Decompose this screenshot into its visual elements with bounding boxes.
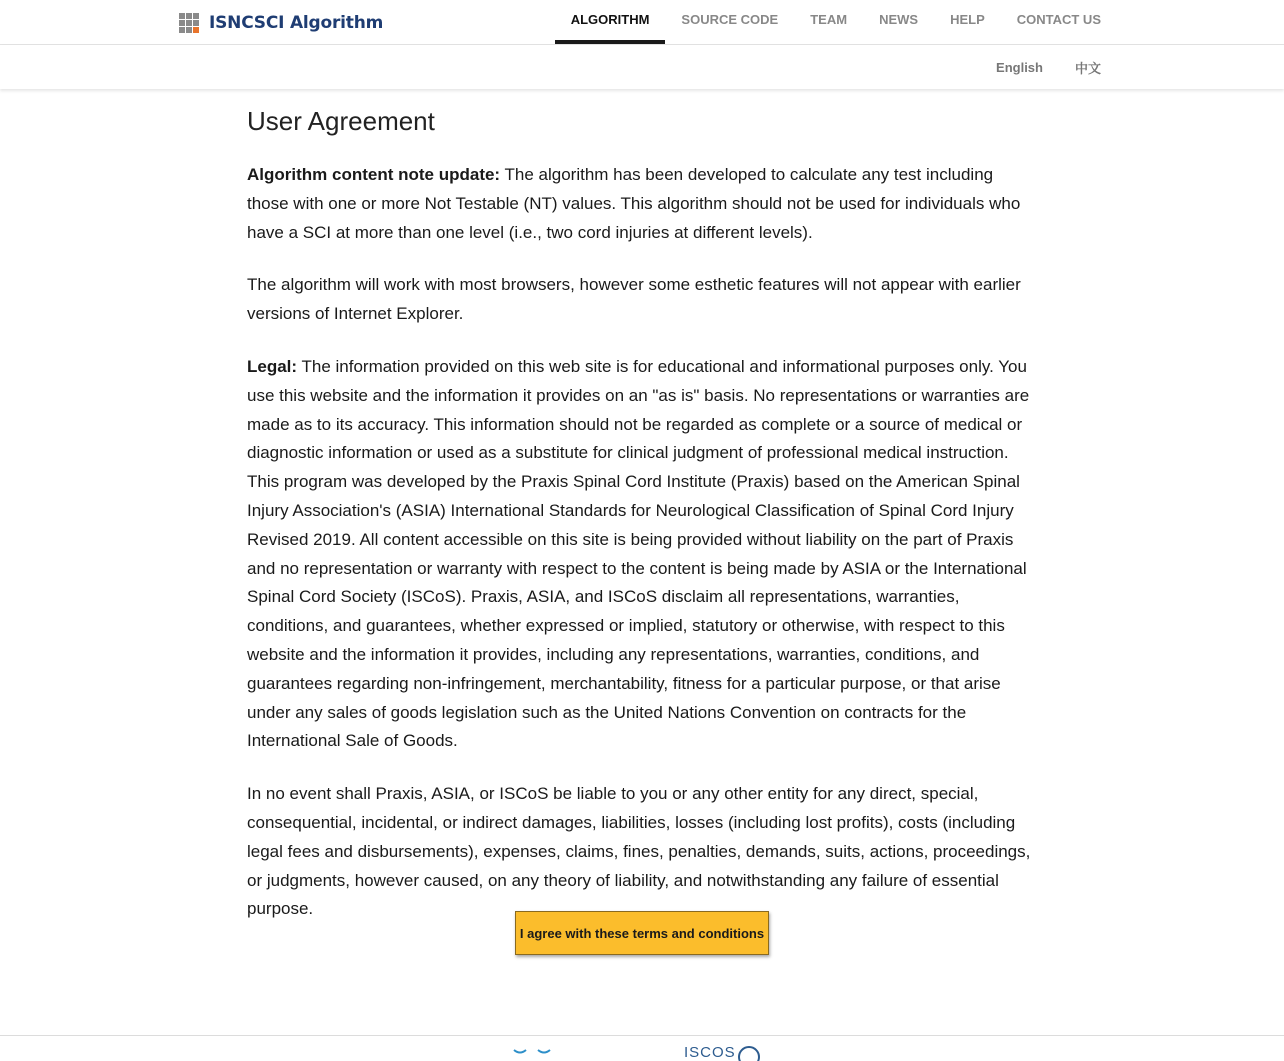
- language-bar: [0, 45, 1284, 89]
- site-logo-text: ISNCSCI Algorithm: [209, 13, 384, 33]
- nav-item-contact-us[interactable]: CONTACT US: [1016, 12, 1101, 27]
- asia-logo-icon: [512, 1047, 552, 1057]
- footer: [0, 1035, 1284, 1061]
- globe-icon: [736, 1045, 762, 1059]
- browser-note: The algorithm will work with most browsers, however some esthetic features will not appear with earlier versions of Internet Explorer.: [247, 275, 1021, 324]
- content-update-note: [247, 161, 1039, 247]
- legal-label: Legal:: [247, 356, 298, 376]
- language-english-link[interactable]: English: [996, 59, 1043, 75]
- nav-item-team[interactable]: TEAM: [810, 12, 848, 27]
- agree-button-wrapper: [515, 911, 769, 955]
- agree-terms-button[interactable]: I agree with these terms and conditions: [515, 911, 769, 955]
- language-switcher: [996, 45, 1101, 89]
- content-update-label: Algorithm content note update:: [247, 165, 501, 184]
- nav-item-help[interactable]: HELP: [950, 12, 985, 27]
- legal-disclaimer: [247, 353, 1039, 756]
- nav-item-news[interactable]: NEWS: [879, 12, 919, 27]
- top-navigation-bar: [0, 0, 1284, 45]
- nav-item-algorithm[interactable]: ALGORITHM: [555, 0, 666, 44]
- legal-text: The information provided on this web site is for educational and informational purposes only. You use this website and the information it provides on an "as is" basis. No representations or warranties are made as to its accuracy. This information should not be regarded as complete or a source of medical or diagnostic information or used as a substitute for clinical judgment of professional medical instruction. This program was developed by the Praxis Spinal Cord Institute (Praxis) based on the American Spinal Injury Association's (ASIA) International Standards for Neurological Classification of Spinal Cord Injury Revised 2019. All content accessible on this site is being provided without liability on the part of Praxis and no representation or warranty with respect to the content is being made by ASIA or the International Spinal Cord Society (ISCoS). Praxis, ASIA, and ISCoS disclaim all representations, warranties, conditions, and guarantees, whether expressed or implied, statutory or otherwise, with respect to this website and the information it provides, including any representations, warranties, conditions, and guarantees regarding non-infringement, merchantability, fitness for a particular purpose, or that arise under any sales of goods legislation such as the United Nations Convention on contracts for the International Sale of Goods.: [247, 356, 1030, 751]
- user-agreement-content: [247, 103, 1039, 948]
- iscos-logo-text: ISCOS: [684, 1044, 736, 1061]
- nav-item-source-code[interactable]: SOURCE CODE: [681, 12, 779, 27]
- content-update-text: The algorithm has been developed to calculate any test including those with one or more Not Testable (NT) values. This algorithm should not be used for individuals who have a SCI at more than one level (i.e., two cord injuries at different levels).: [247, 165, 1021, 242]
- main-nav: [555, 0, 1101, 44]
- iscos-logo: [684, 1045, 762, 1059]
- app-grid-icon: [179, 13, 199, 33]
- page-title: User Agreement: [247, 106, 435, 136]
- liability-disclaimer: In no event shall Praxis, ASIA, or ISCoS be liable to you or any other entity for any direct, special, consequential, incidental, or indirect damages, liabilities, losses (including lost profits), costs (including legal fees and disbursements), expenses, claims, fines, penalties, demands, suits, actions, proceedings, or judgments, however caused, on any theory of liability, and notwithstanding any failure of essential purpose.: [247, 784, 1031, 919]
- site-logo[interactable]: [179, 12, 383, 34]
- language-chinese-link[interactable]: 中文: [1074, 60, 1101, 76]
